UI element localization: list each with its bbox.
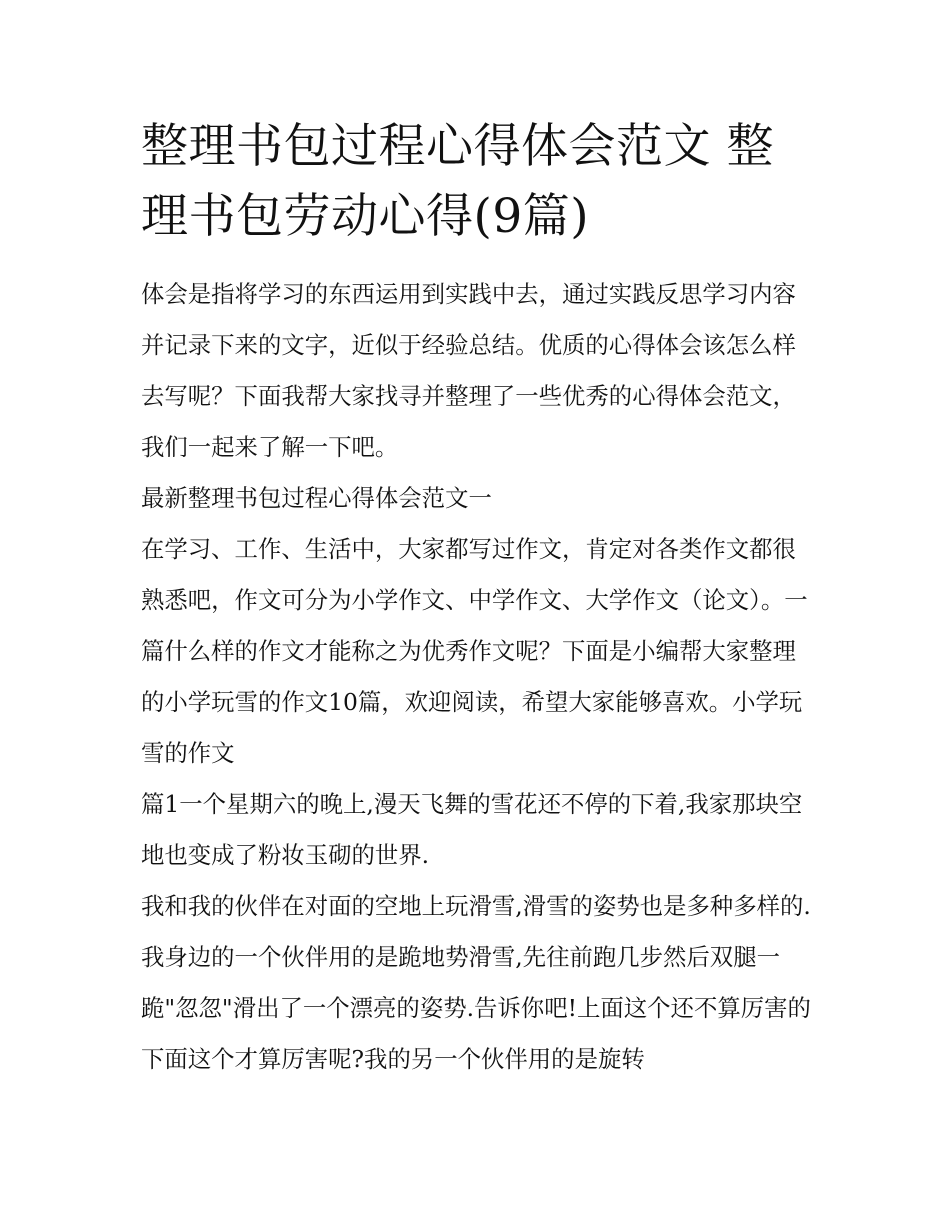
body-paragraph: 我和我的伙伴在对面的空地上玩滑雪,滑雪的姿势也是多种多样的.我身边的一个伙伴用的是跪地势滑雪,先往前跑几步然后双腿一跪"忽忽"滑出了一个漂亮的姿势.告诉你吧!上面这个还不算厉害的下面这个才算厉害呢?我的另一个伙伴用的是旋转	[141, 892, 811, 1073]
body-paragraph: 篇1一个星期六的晚上,漫天飞舞的雪花还不停的下着,我家那块空地也变成了粉妆玉砌的世界.	[141, 790, 803, 869]
document-title: 整理书包过程心得体会范文 整理书包劳动心得(9篇)	[141, 119, 774, 244]
intro-paragraph: 体会是指将学习的东西运用到实践中去，通过实践反思学习内容并记录下来的文字，近似于经验总结。优质的心得体会该怎么样去写呢？下面我帮大家找寻并整理了一些优秀的心得体会范文，我们一起来了解一下吧。	[141, 280, 796, 461]
body-paragraph: 在学习、工作、生活中，大家都写过作文，肯定对各类作文都很熟悉吧，作文可分为小学作文、中学作文、大学作文（论文）。一篇什么样的作文才能称之为优秀作文呢？下面是小编帮大家整理的小学玩雪的作文10篇，欢迎阅读，希望大家能够喜欢。小学玩雪的作文	[141, 535, 808, 767]
document-body	[141, 112, 813, 1085]
section-heading: 最新整理书包过程心得体会范文一	[141, 484, 492, 512]
